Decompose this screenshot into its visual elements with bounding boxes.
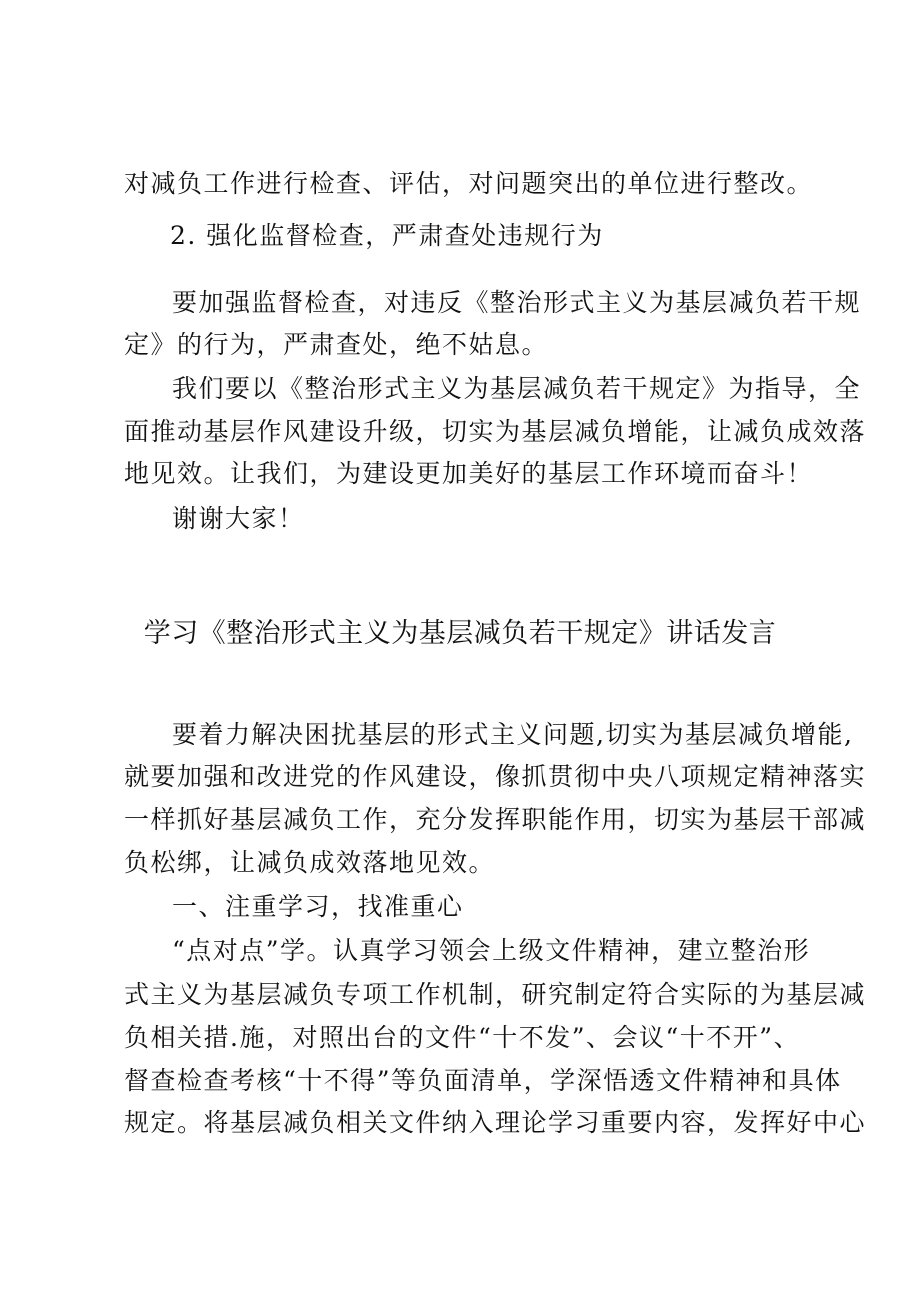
- text-line: 面推动基层作风建设升级，切实为基层减负增能，让减负成效落: [124, 417, 867, 446]
- text-line: 我们要以《整治形式主义为基层减负若干规定》为指导，全: [172, 374, 862, 403]
- text-line: 地见效。让我们，为建设更加美好的基层工作环境而奋斗！: [124, 459, 814, 488]
- text-line: 要加强监督检查，对违反《整治形式主义为基层减负若干规: [172, 288, 862, 317]
- text-line: 负相关措.施，对照出台的文件“十不发”、会议“十不开”、: [124, 1023, 801, 1052]
- text-line: 规定。将基层减负相关文件纳入理论学习重要内容，发挥好中心: [124, 1108, 867, 1137]
- text-line: 式主义为基层减负专项工作机制，研究制定符合实际的为基层减: [124, 980, 867, 1009]
- section-subheading: 2. 强化监督检查，严肃查处违规行为: [170, 221, 604, 250]
- text-line: 就要加强和改进党的作风建设，像抓贯彻中央八项规定精神落实: [124, 762, 867, 791]
- text-line: 一样抓好基层减负工作，充分发挥职能作用，切实为基层干部减: [124, 805, 867, 834]
- text-line: 定》的行为，严肃查处，绝不姑息。: [124, 330, 549, 359]
- text-line: 谢谢大家！: [172, 504, 305, 533]
- text-line: 负松绑，让减负成效落地见效。: [124, 848, 496, 877]
- text-line: 对减负工作进行检查、评估，对问题突出的单位进行整改。: [124, 169, 814, 198]
- text-line: “点对点”学。认真学习领会上级文件精神，建立整治形: [172, 936, 811, 965]
- text-line: 督查检查考核“十不得”等负面清单，学深悟透文件精神和具体: [124, 1066, 842, 1095]
- document-title: 学习《整治形式主义为基层减负若干规定》讲话发言: [143, 618, 777, 649]
- section-subheading: 一、注重学习，找准重心: [172, 892, 464, 921]
- text-line: 要着力解决困扰基层的形式主义问题,切实为基层减负增能,: [172, 720, 854, 749]
